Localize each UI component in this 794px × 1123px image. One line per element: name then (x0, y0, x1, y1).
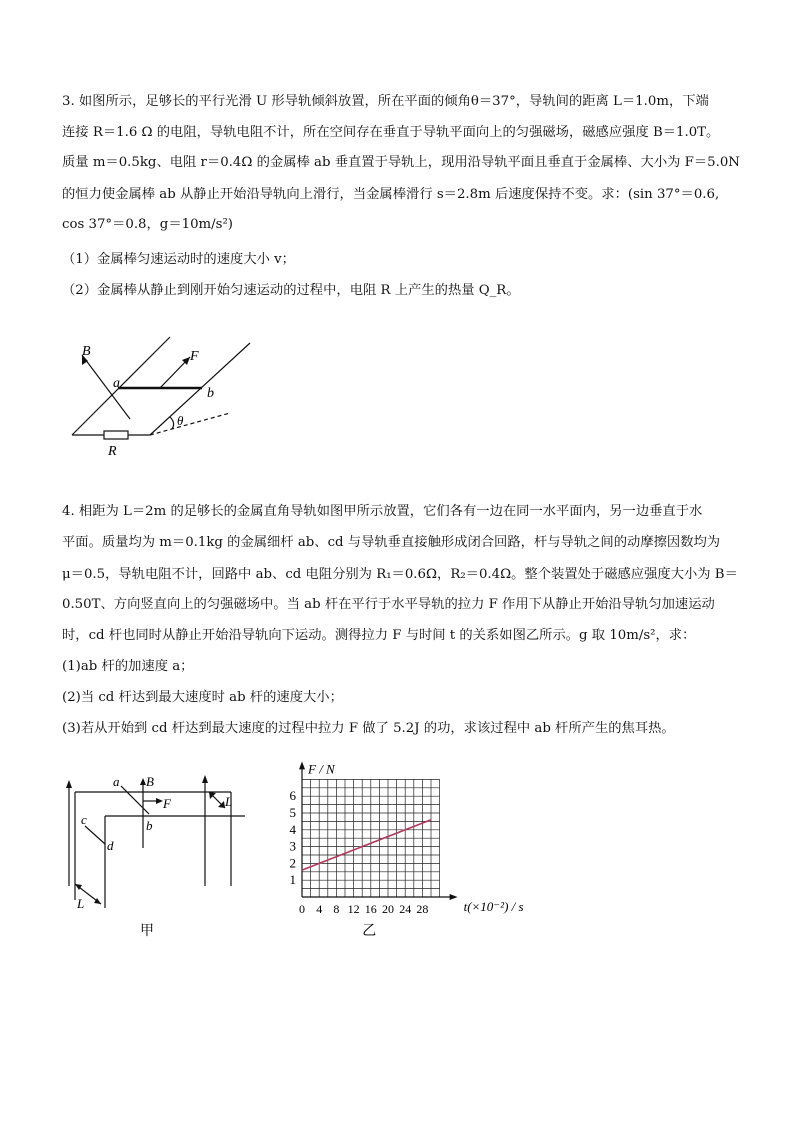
x-tick-label: 12 (347, 902, 360, 916)
label-b: b (146, 818, 153, 833)
y-tick-label: 3 (289, 838, 296, 854)
q3-line-4: 的恒力使金属棒 ab 从静止开始沿导轨向上滑行，当金属棒滑行 s＝2.8m 后速度保持不变。求：(sin 37°＝0.6, (62, 187, 720, 202)
q4-subq-1: (1)ab 杆的加速度 a； (62, 659, 194, 674)
q4-line-2: 平面。质量均为 m＝0.1kg 的金属细杆 ab、cd 与导轨垂直接触形成闭合回路，杆与导轨之间的动摩擦因数均为 (62, 535, 721, 550)
chart-axes (299, 761, 458, 900)
y-tick-label: 6 (289, 788, 296, 804)
label-a: a (113, 774, 120, 789)
q4-figure-yi-chart (280, 752, 550, 942)
up-arrowhead-icon (202, 775, 208, 783)
x-tick-label: 24 (399, 902, 412, 916)
caption-yi: 乙 (362, 924, 377, 939)
q4-line-4: 0.50T、方向竖直向上的匀强磁场中。当 ab 杆在平行于水平导轨的拉力 F 作用下从静止开始沿导轨匀加速运动 (62, 597, 715, 612)
x-tick-label: 8 (333, 902, 340, 916)
label-a: a (113, 376, 120, 391)
label-B: B (82, 344, 91, 359)
caption-jia: 甲 (140, 924, 154, 939)
x-axis-label: t(×10⁻²) / s (463, 899, 524, 914)
y-tick-label: 5 (289, 805, 296, 820)
x-tick-label: 28 (416, 902, 429, 916)
q3-line-1: 3. 如图所示，足够长的平行光滑 U 形导轨倾斜放置，所在平面的倾角θ＝37°，导轨间的距离 L＝1.0m，下端 (62, 94, 709, 109)
q4-subq-2: (2)当 cd 杆达到最大速度时 ab 杆的速度大小； (62, 690, 343, 705)
label-c: c (81, 812, 87, 827)
series-line-F (302, 820, 431, 870)
label-L-bottom: L (77, 896, 85, 911)
chart-grid (302, 779, 440, 897)
up-arrowhead-icon (66, 780, 72, 788)
label-F: F (163, 796, 171, 811)
rod-cd (85, 826, 105, 844)
label-b: b (207, 386, 214, 401)
label-F: F (190, 349, 199, 364)
q4-line-3: μ＝0.5，导轨电阻不计，回路中 ab、cd 电阻分别为 R₁＝0.6Ω，R₂＝0.4Ω。整个装置处于磁感应强度大小为 B＝ (62, 567, 738, 582)
x-axis-arrow-icon (450, 894, 458, 900)
q3-line-3: 质量 m＝0.5kg、电阻 r＝0.4Ω 的金属棒 ab 垂直置于导轨上，现用沿导轨平面且垂直于金属棒、大小为 F＝5.0N (62, 155, 740, 170)
y-tick-label: 4 (289, 821, 296, 837)
x-tick-label: 0 (299, 902, 305, 916)
q3-line-2: 连接 R＝1.6 Ω 的电阻，导轨电阻不计，所在空间存在垂直于导轨平面向上的匀强磁场，磁感应强度 B＝1.0T。 (62, 125, 720, 140)
q4-subq-3: (3)若从开始到 cd 杆达到最大速度的过程中拉力 F 做了 5.2J 的功，求该过程中 ab 杆所产生的焦耳热。 (62, 721, 675, 736)
x-tick-label: 20 (382, 902, 394, 916)
label-B: B (146, 774, 154, 789)
resistor-R (104, 431, 128, 439)
F-arrowhead-icon (156, 798, 163, 804)
q3-subq-2: （2）金属棒从静止到刚开始匀速运动的过程中，电阻 R 上产生的热量 Q_R。 (62, 283, 520, 298)
rod-ab (121, 786, 149, 814)
y-tick-label: 2 (289, 855, 296, 871)
label-theta: θ (177, 413, 184, 428)
label-d: d (107, 838, 114, 853)
y-tick-label: 1 (289, 872, 296, 888)
x-tick-label: 4 (316, 902, 323, 916)
y-axis-label: F / N (308, 761, 335, 777)
label-R: R (108, 444, 117, 459)
y-axis-arrow-icon (299, 761, 305, 769)
q4-line-5: 时，cd 杆也同时从静止开始沿导轨向下运动。测得拉力 F 与时间 t 的关系如图乙所示。g 取 10m/s²，求： (62, 628, 696, 643)
q3-line-5: cos 37°＝0.8，g＝10m/s²) (62, 217, 233, 232)
q3-incline-figure (60, 335, 260, 465)
x-tick-label: 16 (364, 902, 377, 916)
q3-subq-1: （1）金属棒匀速运动时的速度大小 v； (62, 252, 295, 267)
theta-arc (170, 417, 174, 429)
q4-line-1: 4. 相距为 L＝2m 的足够长的金属直角导轨如图甲所示放置，它们各有一边在同一水平面内，另一边垂直于水 (62, 504, 703, 519)
q4-figure-jia (55, 770, 255, 940)
label-L-top: L (225, 794, 233, 809)
